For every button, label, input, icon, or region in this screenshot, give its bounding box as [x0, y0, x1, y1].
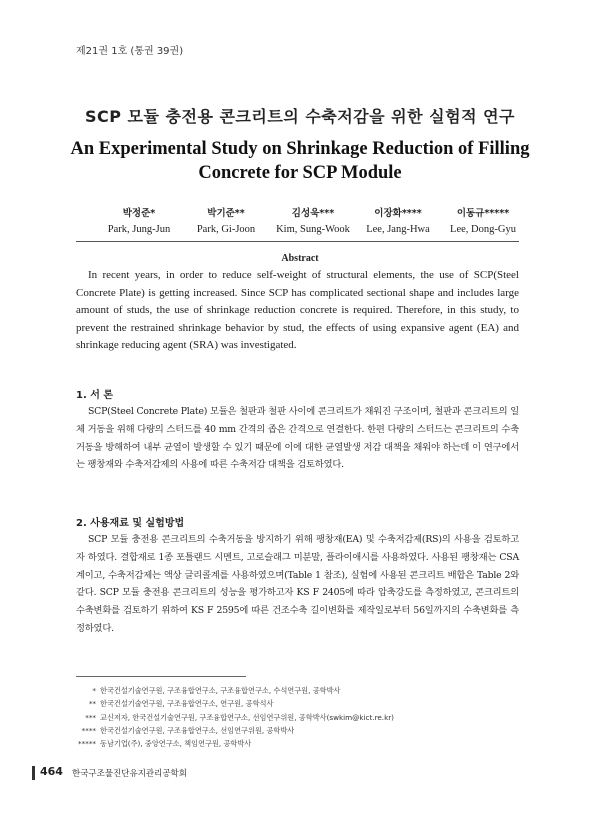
- footnote-mark: *: [92, 686, 96, 695]
- korean-title: SCP 모듈 충전용 콘크리트의 수축저감을 위한 실험적 연구: [84, 107, 516, 126]
- author-name-korean: 박정준*: [122, 208, 156, 219]
- footnote-text: 한국건설기술연구원, 구조융합연구소, 구조융합연구소, 수석연구원, 공학박사: [100, 686, 341, 695]
- abstract-heading: Abstract: [281, 253, 319, 264]
- volume-reference: 제21권 1호 (통권 39권): [76, 46, 184, 57]
- author: [440, 205, 526, 235]
- author: [356, 205, 440, 235]
- author-name-korean: 박기준**: [207, 208, 245, 219]
- footnote-text: 동남기업(주), 중앙연구소, 책임연구원, 공학박사: [100, 739, 252, 749]
- footnote-mark: *****: [78, 739, 96, 749]
- author: [270, 205, 356, 235]
- author: [96, 205, 182, 235]
- section-heading-introduction: 1. 서 론: [76, 390, 114, 401]
- author-name-english: Kim, Sung-Wook: [276, 224, 350, 235]
- author-list: [96, 205, 526, 237]
- footnote-mark: **: [88, 699, 96, 709]
- author: [182, 205, 270, 235]
- section-text-introduction: SCP(Steel Concrete Plate) 모듈은 철판과 철판 사이에 콘크리트가 채워진 구조이며, 철판과 콘크리트의 일체 거동을 위해 다량의 스터드를 40 mm 간격의 좁은 간격으로 연결한다. 한편 다량의 스터드는 콘크리트의 수축거동을 방해하여 내부 균열이 발생할 수 있기 때문에 이에 대한 균열발생 저감 대책을 채워야 하는데 이 연구에서는 팽창재와 수축저감제의 사용에 따른 수축저감 대책을 검토하였다.: [76, 406, 519, 471]
- section-heading-materials-methods: 2. 사용재료 및 실험방법: [76, 518, 185, 529]
- english-title: An Experimental Study on Shrinkage Reduction of Filling Concrete for SCP Module: [70, 139, 530, 183]
- footnote: [76, 724, 516, 737]
- author-name-korean: 이동규*****: [456, 208, 510, 219]
- abstract-text: In recent years, in order to reduce self-weight of structural elements, the use of SCP(Steel Concrete Plate) is getting increased. Since SCP has complicated sectional shape and includes large amount of studs, the use of shrinkage reduction concrete is required. Therefore, in this study, to prevent the restrained shrinkage behavior by stud, the effects of using expansive agent (EA) and shrinkage reducing agent (SRA) was investigated.: [76, 269, 519, 351]
- footnote: [76, 711, 516, 724]
- footer-bar: [32, 766, 35, 780]
- journal-name: 한국구조물진단유지관리공학회: [72, 769, 187, 779]
- footnote-text: 한국건설기술연구원, 구조융합연구소, 선임연구위원, 공학박사: [100, 725, 295, 735]
- author-name-english: Lee, Dong-Gyu: [450, 224, 516, 235]
- author-name-english: Park, Jung-Jun: [107, 224, 171, 235]
- footnote: [76, 737, 516, 750]
- footnote-text: 교신저자, 한국건설기술연구원, 구조융합연구소, 선임연구위원, 공학박사(swkim@kict.re.kr): [100, 712, 394, 722]
- author-name-korean: 이장화****: [374, 208, 422, 219]
- author-name-english: Lee, Jang-Hwa: [366, 224, 430, 235]
- footnote: [76, 684, 516, 697]
- page-number: 464: [40, 765, 63, 778]
- divider: [76, 241, 519, 242]
- footnote-mark: ***: [85, 712, 96, 722]
- author-name-english: Park, Gi-Joon: [196, 224, 256, 235]
- footnote: [76, 697, 516, 710]
- author-name-korean: 김성욱***: [291, 208, 335, 219]
- footnote-divider: [76, 676, 246, 677]
- section-text-materials-methods: SCP 모듈 충전용 콘크리트의 수축거동을 방지하기 위해 팽창재(EA) 및 수축저감제(RS)의 사용을 검토하고자 하였다. 결합재로 1종 포틀랜드 시멘트, 고로슬래그 미분말, 플라이애시를 사용하였다. 사용된 팽창재는 CSA계이고, 수축저감제는 액상 글리콜계를 사용하였으며(Table 1 참조), 실험에 사용된 콘크리트 배합은 Table 2와 같다. SCP 모듈 충전용 콘크리트의 성능을 평가하고자 KS F 2405에 따라 압축강도를 측정하였고, 콘크리트의 수축변화를 검토하기 위하여 KS F 2595에 따른 건조수축 길이변화를 제작일로부터 56일까지의 수축변화를 측정하였다.: [76, 534, 519, 634]
- footnote-text: 한국건설기술연구원, 구조융합연구소, 연구원, 공학석사: [100, 699, 274, 709]
- footnote-mark: ****: [81, 725, 96, 735]
- footnotes: [76, 684, 516, 750]
